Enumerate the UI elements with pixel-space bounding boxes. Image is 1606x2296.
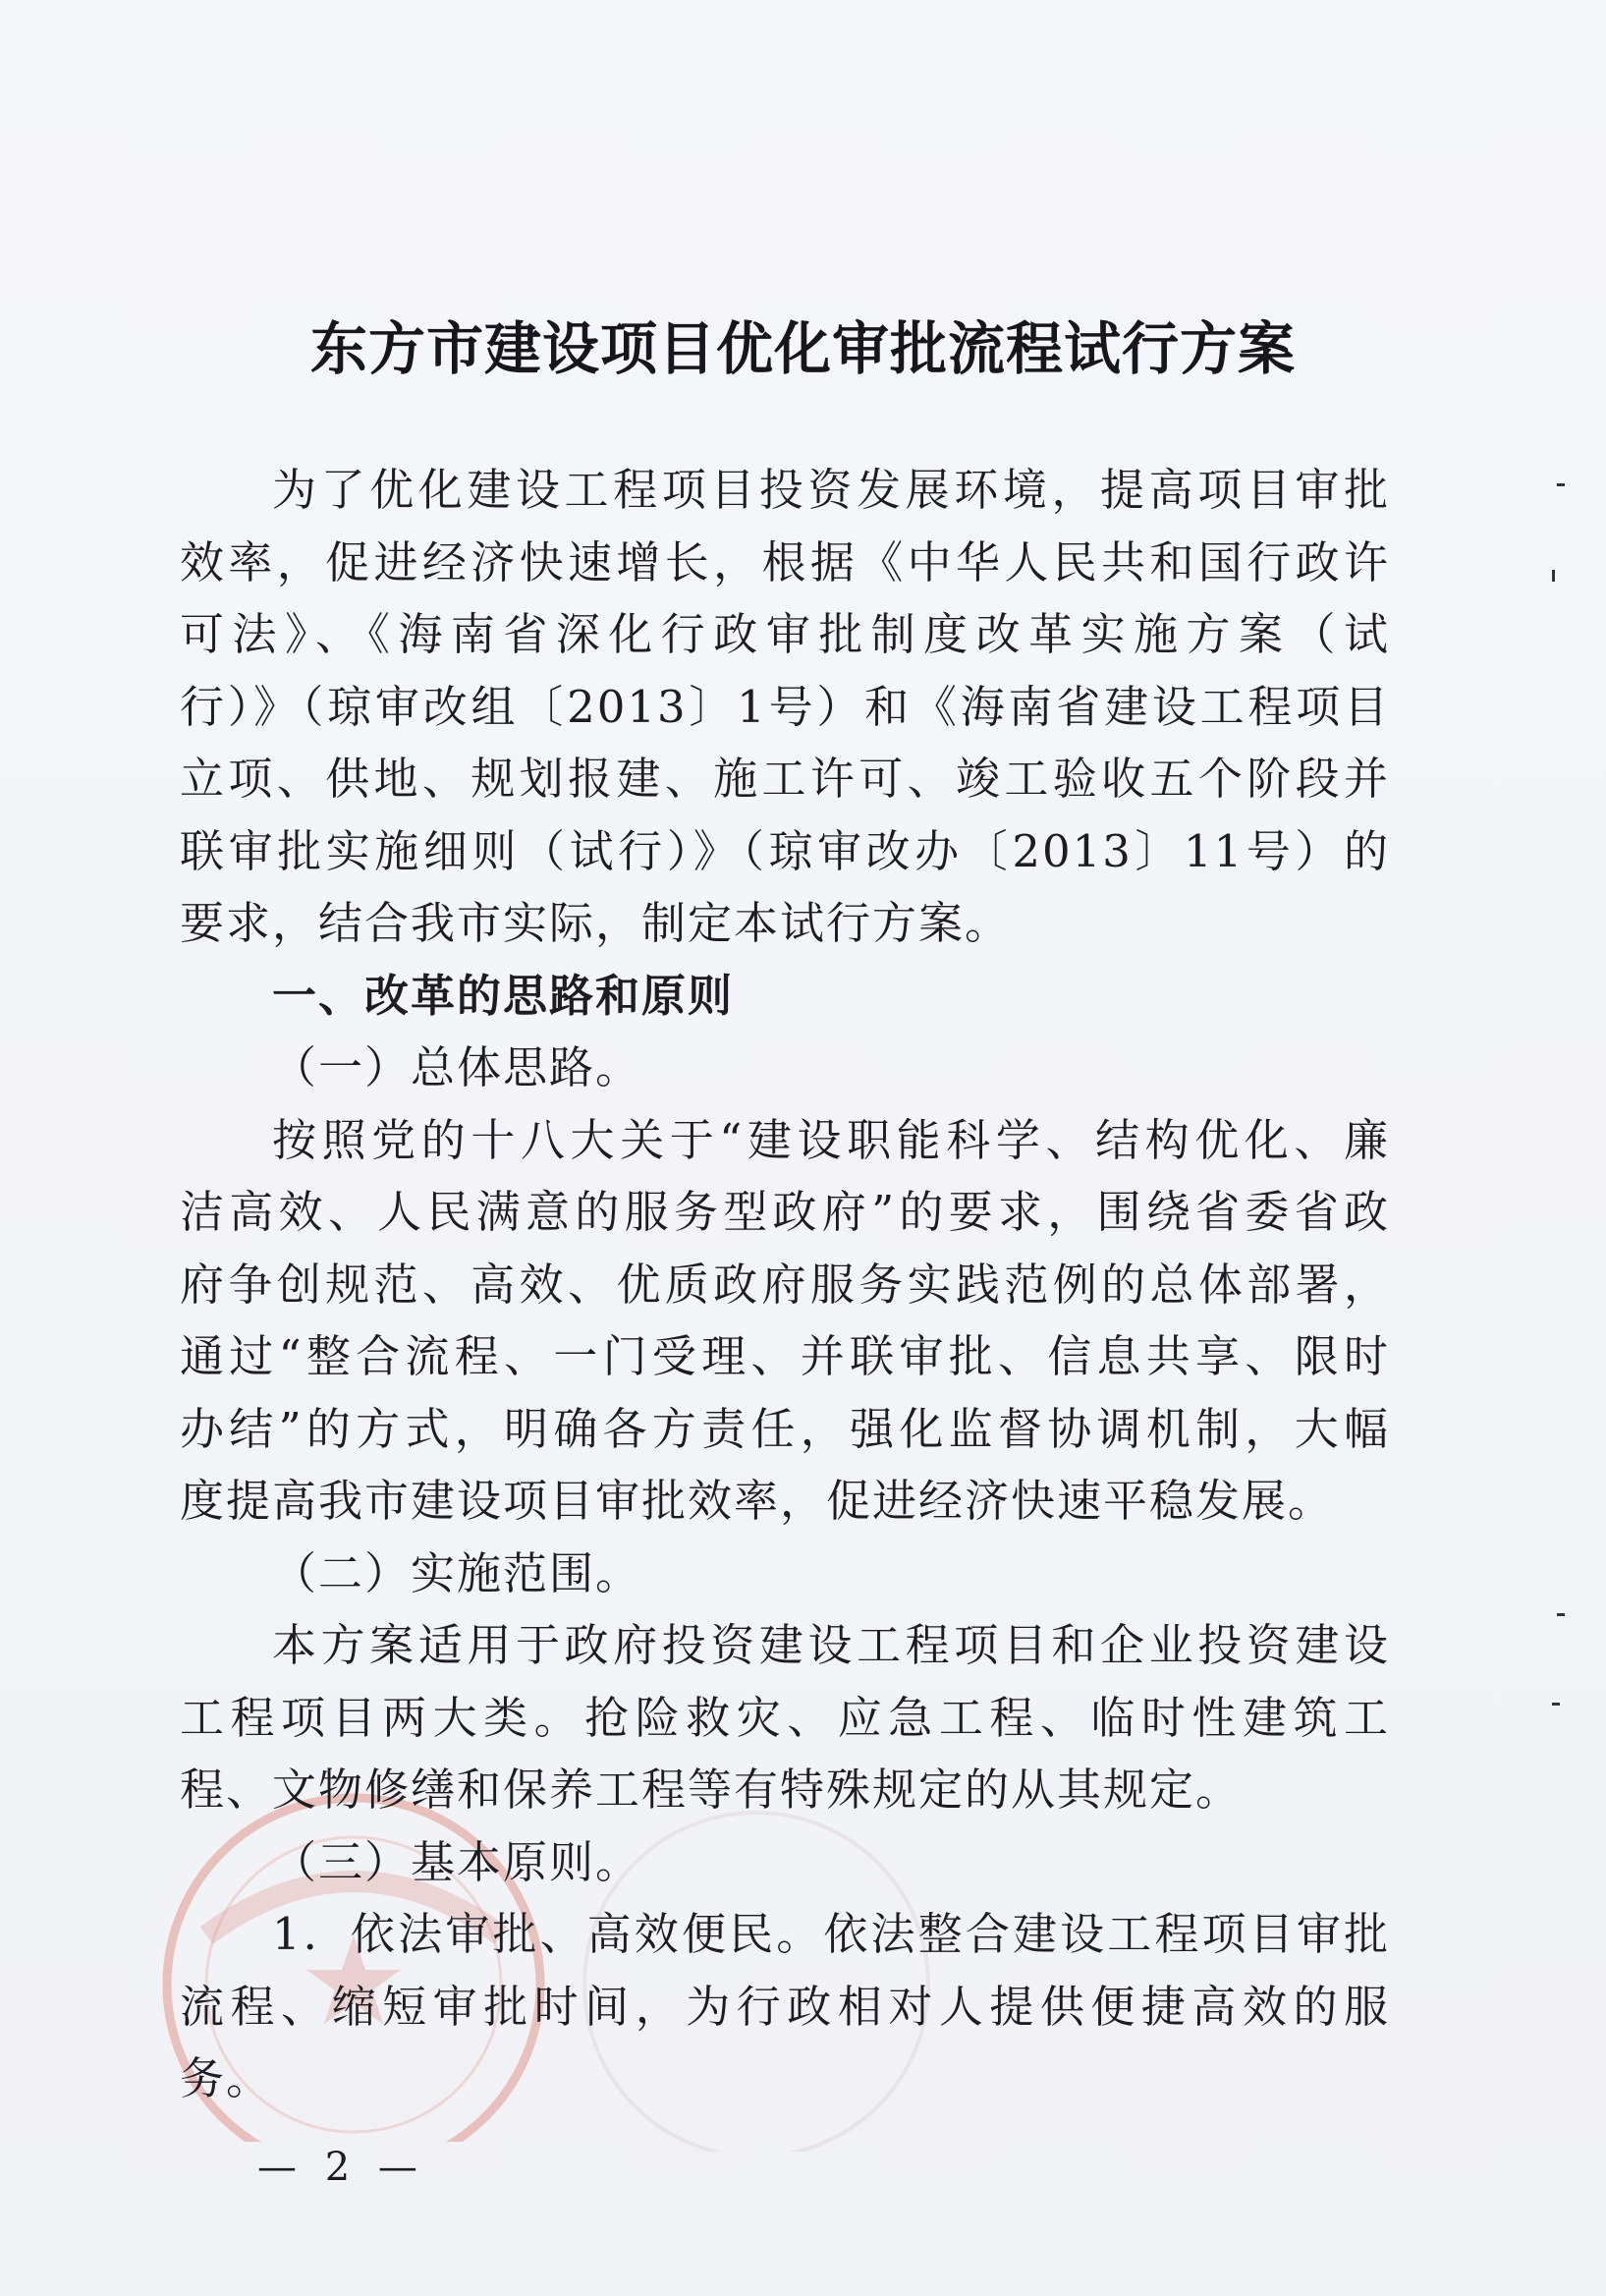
body-text-line: 可法》、《海南省深化行政审批制度改革实施方案（试 [180,608,1390,660]
body-text-line: 通过“整合流程、一门受理、并联审批、信息共享、限时 [180,1330,1390,1382]
body-text-line: 工程项目两大类。抢险救灾、应急工程、临时性建筑工 [180,1691,1390,1744]
scan-speck [1552,1703,1560,1706]
body-text-line: 1．依法审批、高效便民。依法整合建设工程项目审批 [272,1908,1390,1960]
page-number: — 2 — [257,2145,425,2190]
body-text-line: 为了优化建设工程项目投资发展环境，提高项目审批 [272,464,1390,516]
body-text-line: 效率，促进经济快速增长，根据《中华人民共和国行政许 [180,535,1390,588]
body-text-line: 要求，结合我市实际，制定本试行方案。 [180,897,1012,949]
body-text-line: 本方案适用于政府投资建设工程项目和企业投资建设 [272,1619,1390,1671]
body-text-line: 洁高效、人民满意的服务型政府”的要求，围绕省委省政 [180,1186,1390,1238]
body-text-line: 务。 [180,2052,273,2104]
body-text-line: 行）》（琼审改组〔2013〕1号）和《海南省建设工程项目 [180,680,1390,733]
body-text-line: 流程、缩短审批时间，为行政相对人提供便捷高效的服 [180,1980,1390,2033]
body-text-line: （三）基本原则。 [272,1835,642,1888]
body-text-line: 办结”的方式，明确各方责任，强化监督协调机制，大幅 [180,1402,1390,1455]
section-heading: 一、改革的思路和原则 [272,969,735,1022]
document-body [180,454,1390,2115]
body-text-line: 按照党的十八大关于“建设职能科学、结构优化、廉 [272,1113,1390,1166]
document-title: 东方市建设项目优化审批流程试行方案 [309,315,1296,382]
body-text-line: （一）总体思路。 [272,1041,642,1093]
scan-speck [1557,483,1565,486]
scan-speck [1552,570,1555,582]
body-text-line: 度提高我市建设项目审批效率，促进经济快速平稳发展。 [180,1475,1335,1527]
body-text-line: 程、文物修缮和保养工程等有特殊规定的从其规定。 [180,1764,1243,1816]
scan-speck [1557,1613,1565,1616]
body-text-line: 联审批实施细则（试行）》（琼审改办〔2013〕11号）的 [180,824,1390,877]
body-text-line: 立项、供地、规划报建、施工许可、竣工验收五个阶段并 [180,753,1390,805]
body-text-line: 府争创规范、高效、优质政府服务实践范例的总体部署， [180,1258,1390,1311]
body-text-line: （二）实施范围。 [272,1546,642,1599]
